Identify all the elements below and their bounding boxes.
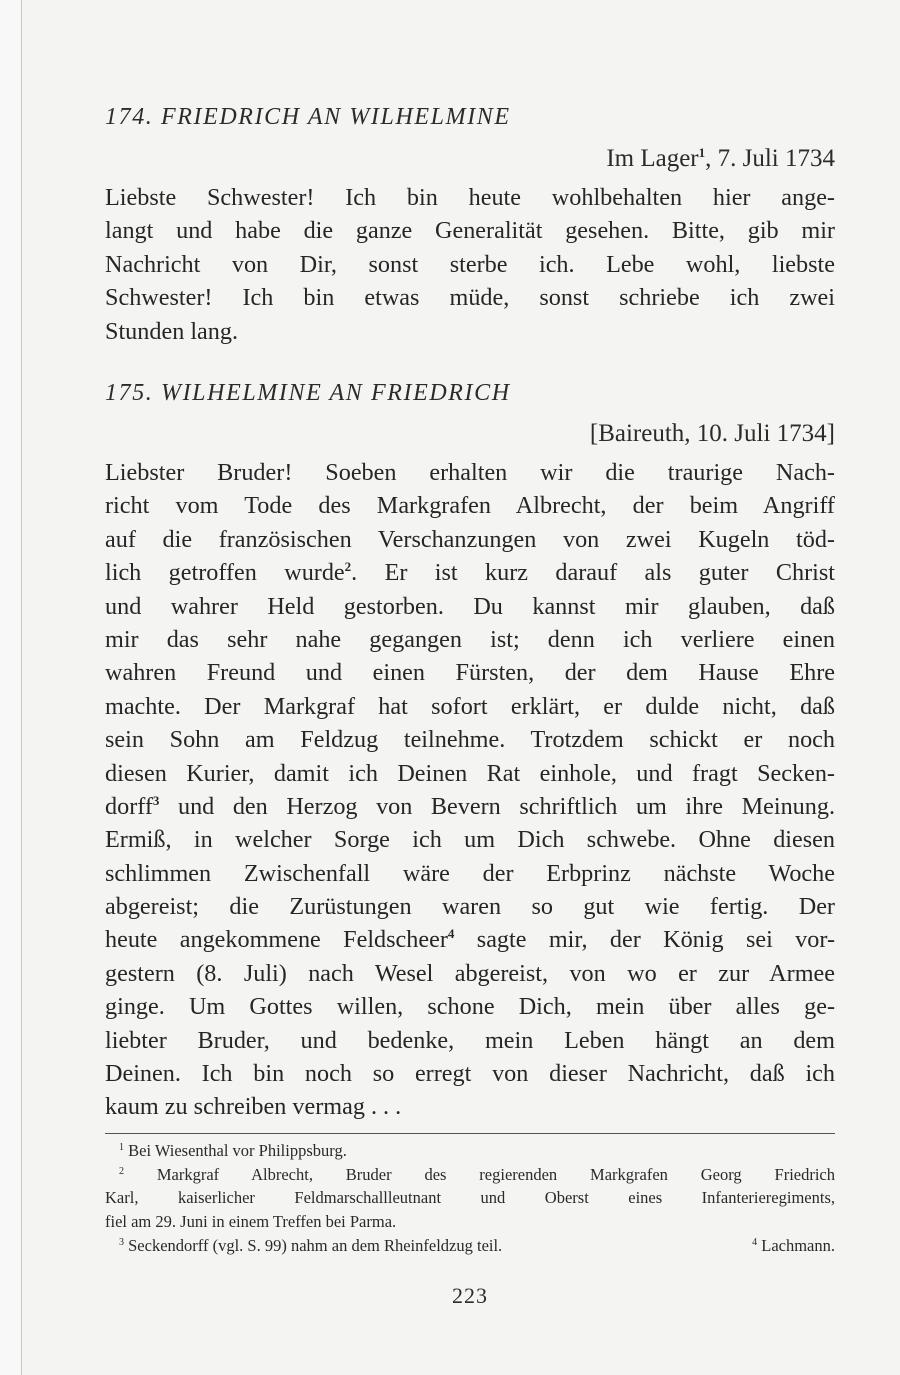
footnote-text: Bei Wiesenthal vor Philippsburg. [128,1141,347,1160]
text-line: schlimmen Zwischenfall wäre der Erbprinz nächste Woche [105,859,835,887]
book-page [105,0,835,1375]
footnote-row-3-4 [105,1234,835,1258]
text-line [105,790,835,823]
text-line: diesen Kurier, damit ich Deinen Rat einhole, und fragt Secken- [105,759,835,787]
text-line: gestern (8. Juli) nach Wesel abgereist, von wo er zur Armee [105,959,835,987]
footnote-marker: 3 [119,1236,124,1248]
letter-174-heading: 174. FRIEDRICH AN WILHELMINE [105,104,511,130]
text-segment: . Er ist kurz darauf als guter Christ [351,559,835,587]
letter-175-heading: 175. WILHELMINE AN FRIEDRICH [105,380,511,406]
text-line: Stunden lang. [105,317,239,345]
text-line: mir das sehr nahe gegangen ist; denn ich verliere einen [105,625,835,653]
text-line: sein Sohn am Feldzug teilnehme. Trotzdem schickt er noch [105,726,835,754]
text-line [105,923,835,956]
text-line: Deinen. Ich bin noch so erregt von dieser Nachricht, daß ich [105,1060,835,1088]
text-line: ginge. Um Gottes willen, schone Dich, mein über alles ge- [105,993,835,1021]
text-segment: und den Herzog von Bevern schriftlich um ihre Meinung. [159,792,835,820]
text-line: liebter Bruder, und bedenke, mein Leben hängt an dem [105,1026,835,1054]
text-segment: heute angekommene Feldscheer [105,926,448,954]
footnote-text: Seckendorff (vgl. S. 99) nahm an dem Rheinfeldzug teil. [128,1235,503,1255]
text-line: richt vom Tode des Markgrafen Albrecht, der beim Angriff [105,492,835,520]
footnote-marker: 1 [119,1142,124,1153]
footnote-marker: 4 [752,1236,758,1248]
letter-175-body [105,456,835,1124]
text-line: kaum zu schreiben vermag . . . [105,1093,402,1121]
text-segment: sagte mir, der König sei vor- [454,926,835,954]
footnote-text: Lachmann. [761,1235,835,1255]
dateline-place: Im Lager [606,145,699,172]
text-line: Nachricht von Dir, sonst sterbe ich. Lebe wohl, liebste [105,250,835,278]
footnote-1 [105,1139,835,1163]
text-line: machte. Der Markgraf hat sofort erklärt, er dulde nicht, daß [105,692,835,720]
text-line: wahren Freund und einen Fürsten, der dem Hause Ehre [105,659,835,687]
text-line [105,556,835,589]
letter-175-dateline: [Baireuth, 10. Juli 1734] [589,420,835,447]
text-line: Ermiß, in welcher Sorge ich um Dich schwebe. Ohne diesen [105,826,835,854]
dateline-date: , 7. Juli 1734 [705,145,835,172]
footnote-text: Markgraf Albrecht, Bruder des regierenden Markgrafen Georg Friedrich [156,1164,836,1184]
text-line: abgereist; die Zurüstungen waren so gut wie fertig. Der [105,893,835,921]
letter-174-dateline [606,145,835,173]
footnote-2-cont: Karl, kaiserlicher Feldmarschallleutnant und Oberst eines Infanterieregiments, [105,1188,835,1208]
footnote-divider [105,1133,835,1134]
page-edge-line [21,0,22,1375]
text-line: auf die französischen Verschanzungen von zwei Kugeln töd- [105,525,835,553]
footnote-2-end: fiel am 29. Juni in einem Treffen bei Parma. [105,1212,397,1232]
text-line: und wahrer Held gestorben. Du kannst mir glauben, daß [105,592,835,620]
text-line: Liebste Schwester! Ich bin heute wohlbehalten hier ange- [105,184,835,211]
footnote-2 [105,1163,835,1187]
footnote-ref-3: 3 [152,792,160,808]
page-left-margin [0,0,21,1375]
footnote-4 [752,1234,835,1258]
footnotes [105,1139,835,1257]
footnote-3 [119,1234,502,1258]
letter-174-body [105,181,835,348]
footnote-ref-4: 4 [447,926,455,942]
text-line: langt und habe die ganze Generalität gesehen. Bitte, gib mir [105,217,835,245]
text-segment: lich getroffen wurde [105,559,345,587]
footnote-ref-1: 1 [698,145,706,160]
page-number: 223 [452,1283,488,1308]
footnote-marker: 2 [119,1165,124,1177]
footnote-ref-2: 2 [344,559,352,575]
text-segment: dorff [105,792,153,820]
text-line: Schwester! Ich bin etwas müde, sonst schriebe ich zwei [105,284,835,312]
text-line: Liebster Bruder! Soeben erhalten wir die traurige Nach- [105,459,835,486]
